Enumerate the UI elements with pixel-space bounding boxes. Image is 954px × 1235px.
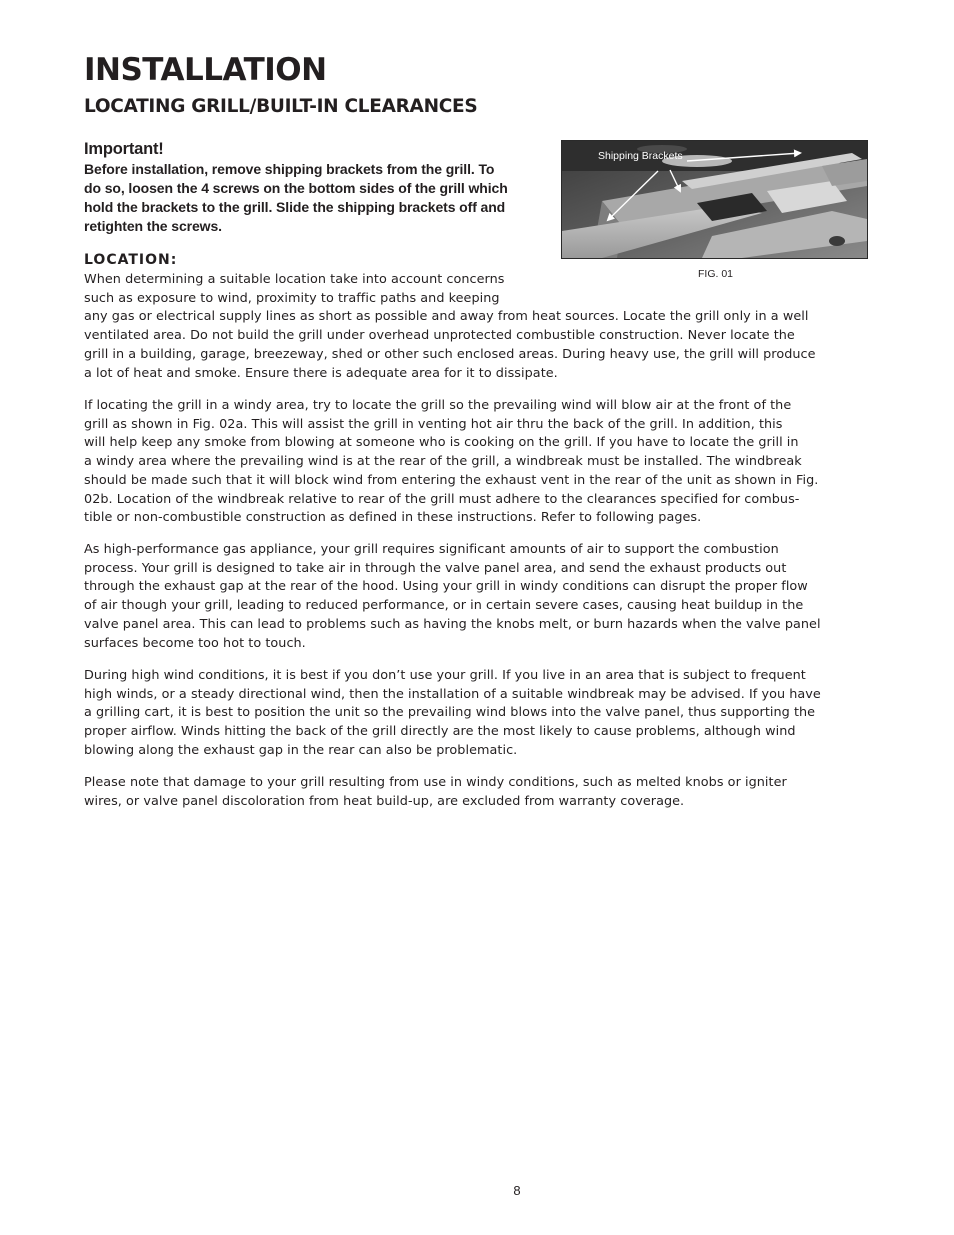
page-number: 8 (513, 1183, 521, 1198)
paragraph-line: proper airflow. Winds hitting the back of the grill directly are the most likely to cause problems, although wind (84, 724, 796, 740)
paragraph-line: valve panel area. This can lead to problems such as having the knobs melt, or burn hazards when the valve panel (84, 616, 821, 632)
figure-caption: FIG. 01 (698, 268, 734, 280)
section-title: LOCATING GRILL/BUILT-IN CLEARANCES (84, 96, 478, 117)
paragraph-line: grill as shown in Fig. 02a. This will assist the grill in venting hot air thru the back of the grill. In addition, this (84, 416, 783, 432)
paragraph-line: of air though your grill, leading to reduced performance, or in certain severe cases, causing heat buildup in the (84, 598, 804, 614)
paragraph-line: ventilated area. Do not build the grill under overhead unprotected combustible construction. Never locate the (84, 328, 795, 344)
important-line: retighten the screws. (84, 218, 222, 234)
paragraph-line: process. Your grill is designed to take air in through the valve panel area, and send the exhaust products out (84, 560, 787, 576)
important-line: Before installation, remove shipping brackets from the grill. To (84, 161, 495, 177)
location-paragraph-1 (84, 271, 816, 383)
paragraph-line: high winds, or a steady directional wind, then the installation of a suitable windbreak may be advised. If you have (84, 686, 821, 702)
figure-label: Shipping Brackets (598, 150, 683, 162)
paragraph-line: should be made such that it will block wind from entering the exhaust vent in the rear of the unit as shown in Fig. (84, 472, 819, 488)
paragraph-line: grill in a building, garage, breezeway, shed or other such enclosed areas. During heavy use, the grill will produce (84, 346, 816, 362)
paragraph-line: blowing along the exhaust gap in the rear can also be problematic. (84, 742, 518, 758)
paragraph-line: When determining a suitable location take into account concerns (84, 272, 505, 287)
location-heading: LOCATION: (84, 252, 178, 268)
location-paragraph-5 (84, 774, 787, 811)
paragraph-line: will help keep any smoke from blowing at someone who is cooking on the grill. If you have to locate the grill in (84, 435, 799, 451)
paragraph-line: Please note that damage to your grill resulting from use in windy conditions, such as melted knobs or igniter (84, 775, 787, 790)
location-paragraph-4 (84, 667, 821, 761)
paragraph-line: surfaces become too hot to touch. (84, 635, 306, 651)
paragraph-line: wires, or valve panel discoloration from heat build-up, are excluded from warranty coverage. (84, 793, 685, 809)
page-title: INSTALLATION (84, 52, 327, 88)
paragraph-line: a windy area where the prevailing wind is at the rear of the grill, a windbreak must be installed. The windbreak (84, 454, 802, 470)
paragraph-line: a lot of heat and smoke. Ensure there is adequate area for it to dissipate. (84, 365, 558, 381)
location-paragraph-2 (84, 397, 818, 528)
paragraph-line: 02b. Location of the windbreak relative to rear of the grill must adhere to the clearances specified for combus- (84, 491, 800, 507)
paragraph-line: If locating the grill in a windy area, try to locate the grill so the prevailing wind will blow air at the front of the (84, 398, 792, 413)
paragraph-line: As high-performance gas appliance, your grill requires significant amounts of air to support the combustion (84, 542, 779, 557)
paragraph-line: such as exposure to wind, proximity to traffic paths and keeping (84, 290, 500, 306)
paragraph-line: any gas or electrical supply lines as short as possible and away from heat sources. Locate the grill only in a well (84, 309, 809, 325)
shipping-brackets-photo (561, 140, 868, 259)
paragraph-line: a grilling cart, it is best to position the unit so the prevailing wind blows into the valve panel, thus supporting the (84, 705, 816, 721)
important-heading: Important! (84, 140, 164, 158)
paragraph-line: tible or non-combustible construction as defined in these instructions. Refer to following pages. (84, 510, 702, 526)
important-text (84, 160, 546, 236)
paragraph-line: through the exhaust gap at the rear of the hood. Using your grill in windy conditions can disrupt the proper flow (84, 579, 808, 595)
paragraph-line: During high wind conditions, it is best if you don’t use your grill. If you live in an area that is subject to frequent (84, 668, 806, 683)
location-paragraph-3 (84, 541, 821, 653)
important-line: hold the brackets to the grill. Slide the shipping brackets off and (84, 199, 506, 215)
important-line: do so, loosen the 4 screws on the bottom sides of the grill which (84, 180, 508, 196)
